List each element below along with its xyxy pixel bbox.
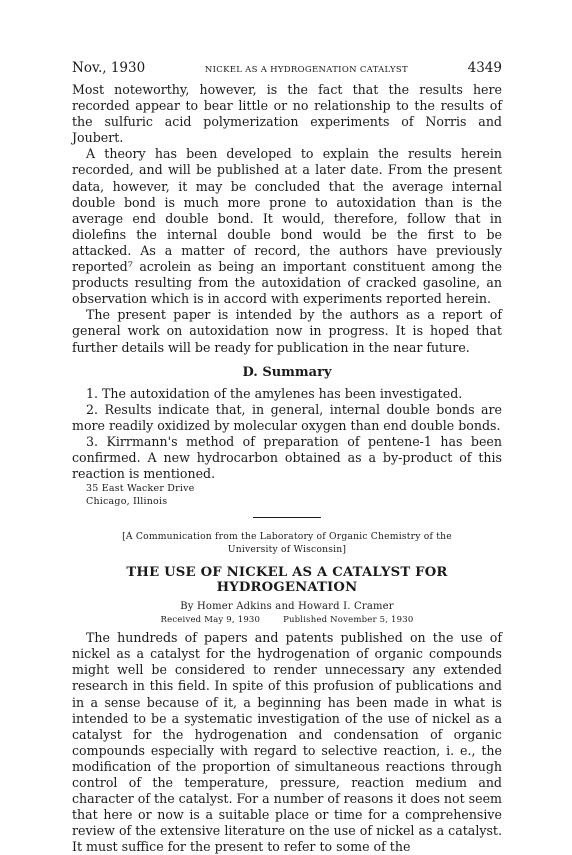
article-authors: By Homer Adkins and Howard I. Cramer <box>180 601 394 613</box>
article-title: THE USE OF NICKEL AS A CATALYST FOR HYDROGENATION <box>126 565 448 596</box>
section-divider <box>253 517 321 518</box>
published-date: Published November 5, 1930 <box>283 615 414 626</box>
address-line: Chicago, Illinois <box>86 496 168 508</box>
summary-item: 1. The autoxidation of the amylenes has been investigated. <box>86 385 463 401</box>
running-title: NICKEL AS A HYDROGENATION CATALYST <box>204 65 408 75</box>
address-line: 35 East Wacker Drive <box>86 483 195 495</box>
summary-heading: D. Summary <box>242 364 332 380</box>
journal-page <box>72 60 502 855</box>
paragraph: Most noteworthy, however, is the fact that the results here recorded appear to bear little or no relationship to the results of the sulfuric acid polymerization experiments of Norris and Joubert. <box>72 82 502 146</box>
summary-item: 3. Kirrmann's method of preparation of pentene-1 has been confirmed. A new hydrocarbon obtained as a by-product of this reaction is mentioned. <box>72 433 502 482</box>
running-header <box>72 60 502 82</box>
communication-note: University of Wisconsin] <box>227 544 347 556</box>
article-dates <box>72 615 502 625</box>
paragraph: A theory has been developed to explain the results herein recorded, and will be published at a later date. From the present data, however, it may be concluded that the average internal double bond is much more prone to autoxidation than is the average end double bond. It would, therefore, follow that in diolefins the internal double bond would be the first to be attacked. As a matter of record, the authors have previously reported⁷ acrolein as being an important constituent among the products resulting from the autoxidation of cracked gasoline, an observation which is in accord with experiments reported herein. <box>72 146 502 307</box>
page-number: 4349 <box>467 60 502 76</box>
received-date: Received May 9, 1930 <box>160 615 261 626</box>
issue-date: Nov., 1930 <box>72 60 146 76</box>
paragraph: The present paper is intended by the authors as a report of general work on autoxidation now in progress. It is hoped that further details will be ready for publication in the near future. <box>72 307 502 355</box>
paragraph: The hundreds of papers and patents published on the use of nickel as a catalyst for the hydrogenation of organic compounds might well be considered to render unnecessary any extended research in this field. In spite of this profusion of publications and in a sense because of it, a beginning has been made in what is intended to be a systematic investigation of the use of nickel as a catalyst for the hydrogenation and condensation of organic compounds especially with regard to selective reaction, i. e., the modification of the proportion of simultaneous reactions through control of the temperature, pressure, reaction medium and character of the catalyst. For a number of reasons it does not seem that here or now is a suitable place or time for a comprehensive review of the extensive literature on the use of nickel as a catalyst. It must suffice for the present to refer to some of the <box>72 630 502 855</box>
article-body <box>72 630 502 855</box>
communication-note: [A Communication from the Laboratory of Organic Chemistry of the <box>122 531 452 543</box>
summary-item: 2. Results indicate that, in general, internal double bonds are more readily oxidized by molecular oxygen than end double bonds. <box>72 401 502 433</box>
